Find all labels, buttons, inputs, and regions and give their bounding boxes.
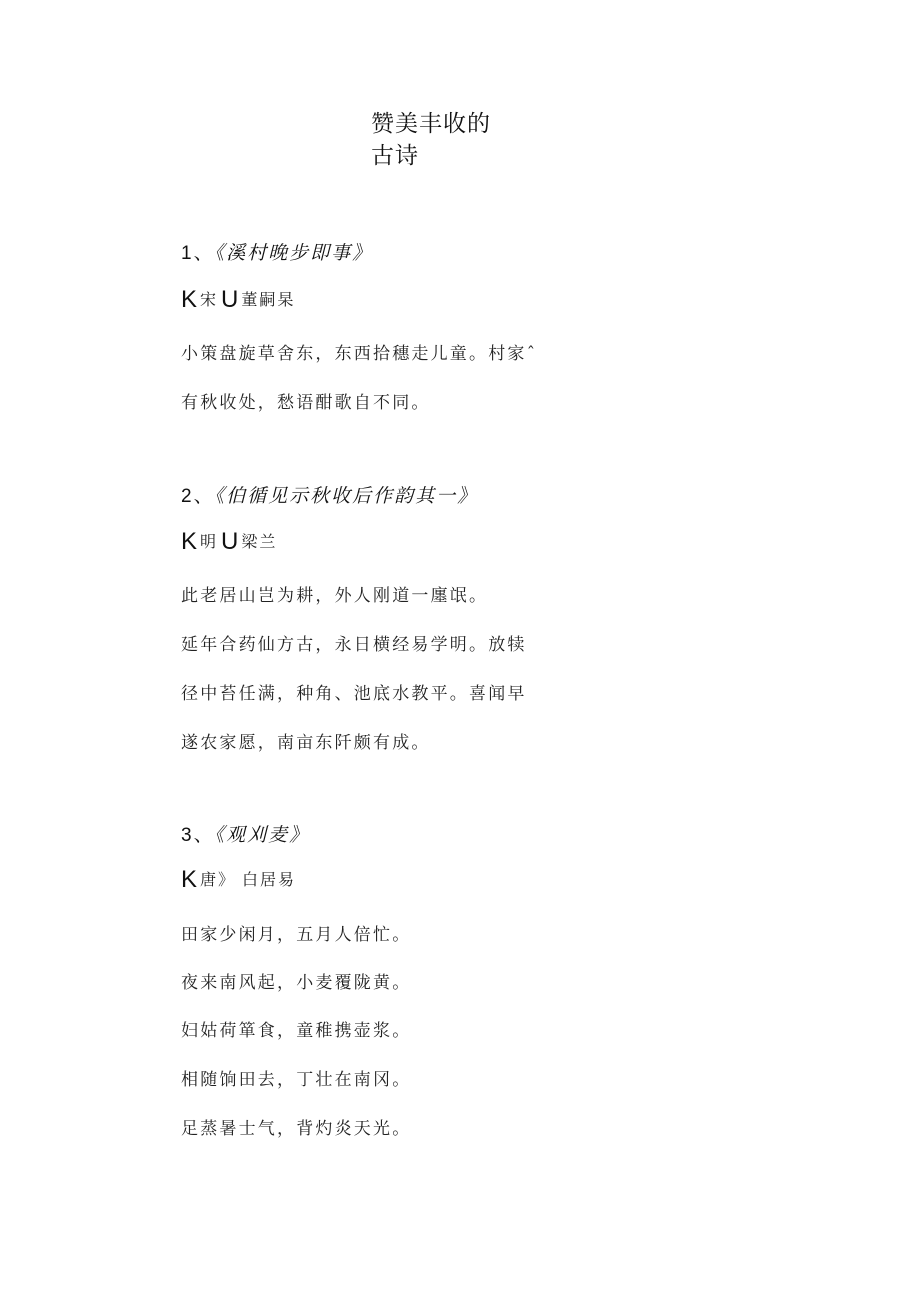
- poem-2-title: 《伯循见示秋收后作韵其一》: [214, 485, 479, 507]
- poem-2-dynasty: 明: [200, 532, 219, 551]
- poem-1-number: 1、: [181, 243, 215, 264]
- poem-3-author-open: K: [181, 866, 198, 893]
- poem-2-number: 2、: [181, 486, 215, 507]
- page-title-line-2: 古诗: [371, 143, 419, 169]
- poem-1-author-close: U: [221, 286, 239, 313]
- poem-2-line-4: 遂农家愿，南亩东阡颇有成。: [181, 733, 431, 753]
- poem-3-author-name: 白居易: [242, 870, 297, 889]
- poem-3-line-5: 足蒸暑士气，背灼炎天光。: [181, 1119, 412, 1139]
- poem-1-author: [181, 286, 298, 314]
- poem-3-line-4: 相随饷田去，丁壮在南冈。: [181, 1070, 412, 1090]
- poem-2-line-3: 径中苔任满，种角、池底水教平。喜闻早: [181, 684, 527, 704]
- poem-2-author-name: 梁兰: [241, 532, 278, 551]
- poem-2-line-2: 延年合药仙方古，永日横经易学明。放犊: [181, 635, 527, 655]
- poem-2-author-open: K: [181, 528, 198, 555]
- poem-3-number: 3、: [181, 825, 215, 846]
- poem-3-heading: [181, 820, 310, 847]
- poem-2-line-1: 此老居山岂为耕，外人刚道一廛氓。: [181, 586, 489, 606]
- poem-1-line-2: 有秋收处，愁语酣歌自不同。: [181, 393, 431, 413]
- poem-3-line-2: 夜来南风起，小麦覆陇黄。: [181, 973, 412, 993]
- poem-2-heading: [181, 481, 478, 508]
- poem-3-dynasty: 唐》: [200, 870, 237, 889]
- page-title-line-1: 赞美丰收的: [371, 111, 491, 137]
- poem-1-title: 《溪村晚步即事》: [214, 242, 374, 264]
- poem-1-dynasty: 宋: [200, 290, 219, 309]
- poem-3-author: [181, 866, 299, 894]
- poem-3-line-3: 妇姑荷箪食，童稚携壶浆。: [181, 1021, 412, 1041]
- poem-3-line-1: 田家少闲月，五月人倍忙。: [181, 925, 412, 945]
- poem-1-author-name: 董嗣杲: [241, 290, 296, 309]
- poem-1-line-1: 小策盘旋草舍东，东西拾穗走儿童。村家ˆ: [181, 344, 538, 364]
- poem-1-author-open: K: [181, 286, 198, 313]
- poem-2-author-close: U: [221, 528, 239, 555]
- poem-2-author: [181, 528, 280, 556]
- poem-1-heading: [181, 238, 373, 265]
- poem-3-title: 《观刈麦》: [214, 824, 311, 846]
- page-title: [371, 108, 511, 172]
